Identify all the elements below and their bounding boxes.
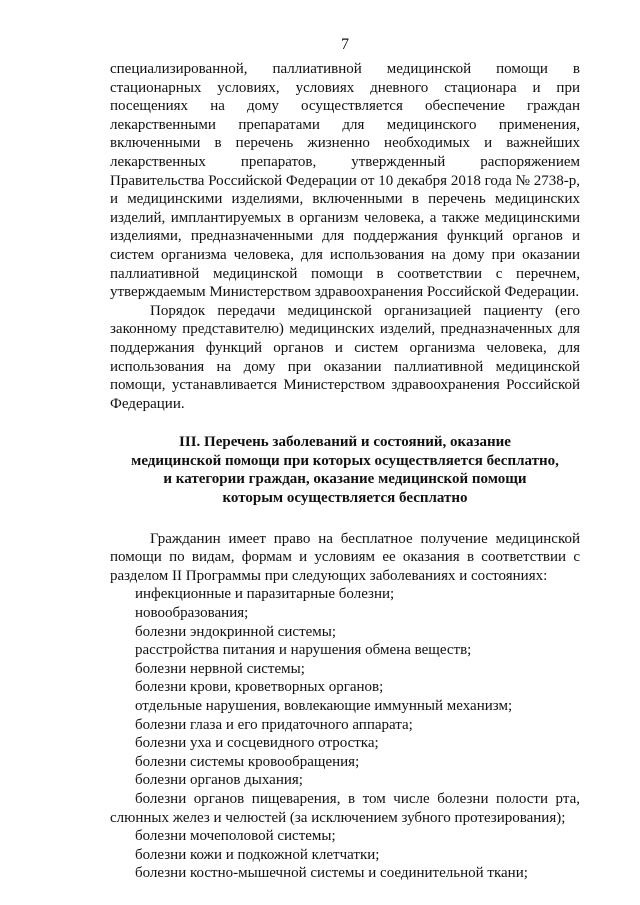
section-heading-line: и категории граждан, оказание медицинской помощи [163,471,527,488]
paragraph-transfer-procedure: Порядок передачи медицинской организацией пациенту (его законному представителю) медицинских изделий, предназначенных для поддержания функций органов и систем организма человека, для использования на дому при оказании паллиативной медицинской помощи, устанавливается Министерством здравоохранения Российской Федерации. [110,302,580,412]
disease-list [110,585,580,883]
page-number: 7 [341,36,349,53]
paragraph-section-intro: Гражданин имеет право на бесплатное получение медицинской помощи по видам, формам и условиям ее оказания в соответствии с разделом II Программы при следующих заболеваниях и состояниях: [110,530,580,584]
document-page [110,36,580,883]
list-item: болезни системы кровообращения; [135,753,360,770]
list-item: болезни уха и сосцевидного отростка; [135,735,379,752]
list-item: отдельные нарушения, вовлекающие иммунный механизм; [135,698,513,714]
list-item: болезни эндокринной системы; [135,623,337,640]
list-item: болезни крови, кроветворных органов; [135,679,384,696]
list-item: болезни нервной системы; [135,660,305,677]
list-item: расстройства питания и нарушения обмена веществ; [135,642,472,659]
list-item: болезни мочеполовой системы; [135,828,336,845]
list-item: болезни органов дыхания; [135,772,303,789]
list-item: новообразования; [135,605,249,622]
paragraph-medical-supply: специализированной, паллиативной медицинской помощи в стационарных условиях, условиях дневного стационара и при посещениях на дому осуществляется обеспечение граждан лекарственными препаратами для медицинского применения, включенными в перечень жизненно необходимых и важнейших лекарственных препаратов, утвержденный распоряжением Правительства Российской Федерации от 10 декабря 2018 года № 2738-р, и медицинскими изделиями, включенными в перечень медицинских изделий, имплантируемых в организм человека, а также медицинскими изделиями, предназначенными для поддержания функций органов и систем организма человека, для использования на дому при оказании паллиативной медицинской помощи в соответствии с перечнем, утверждаемым Министерством здравоохранения Российской Федерации. [110,61,580,301]
section-heading-line: медицинской помощи при которых осуществляется бесплатно, [131,452,559,469]
list-item: болезни кожи и подкожной клетчатки; [135,846,380,863]
section-heading-line: которым осуществляется бесплатно [222,490,468,507]
section-heading-line: III. Перечень заболеваний и состояний, оказание [179,434,511,451]
list-item: болезни костно-мышечной системы и соединительной ткани; [135,865,528,882]
list-item: инфекционные и паразитарные болезни; [135,586,395,603]
list-item: болезни органов пищеварения, в том числе болезни полости рта, слюнных желез и челюстей (за исключением зубного протезирования); [110,790,580,826]
list-item: болезни глаза и его придаточного аппарата; [135,716,413,733]
section-heading [110,433,580,507]
